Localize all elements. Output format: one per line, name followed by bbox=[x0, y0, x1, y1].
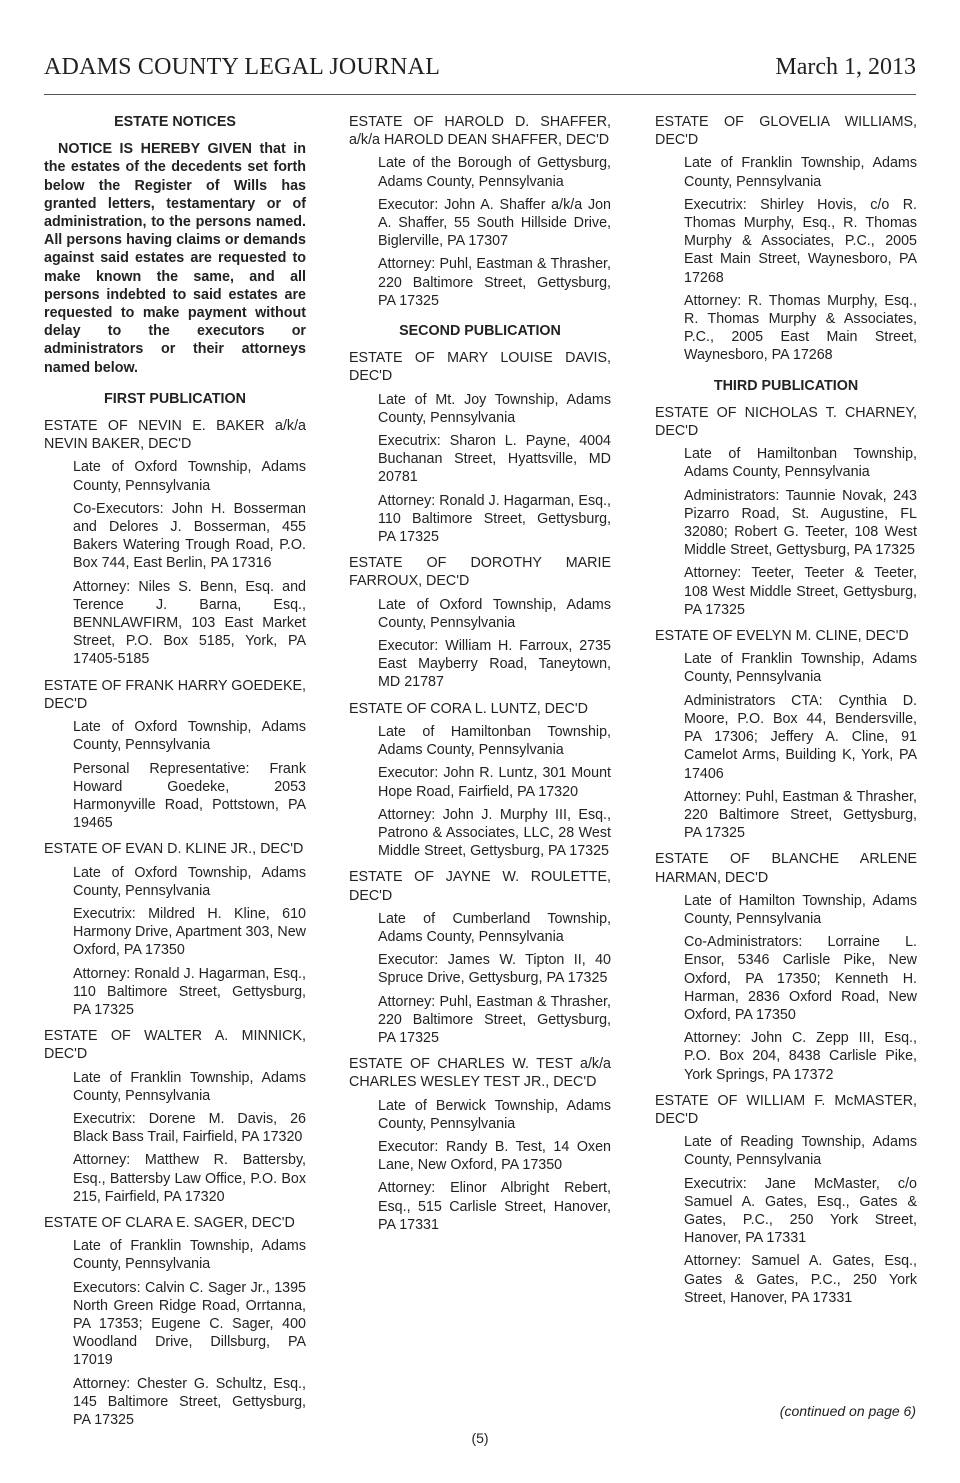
estate-contact: Attorney: John C. Zepp III, Esq., P.O. Box 204, 8438 Carlisle Pike, York Springs, PA 17372 bbox=[684, 1030, 917, 1083]
estate-entry bbox=[349, 868, 611, 1047]
estate-title: ESTATE OF BLANCHE ARLENE HARMAN, DEC'D bbox=[655, 851, 917, 886]
estate-residence: Late of Franklin Township, Adams County, Pennsylvania bbox=[684, 155, 917, 190]
estate-contact: Attorney: Ronald J. Hagarman, Esq., 110 Baltimore Street, Gettysburg, PA 17325 bbox=[73, 965, 306, 1018]
second-publication-heading: SECOND PUBLICATION bbox=[399, 323, 561, 340]
estate-entry bbox=[44, 417, 306, 669]
estate-residence: Late of Reading Township, Adams County, Pennsylvania bbox=[684, 1134, 917, 1169]
estate-list bbox=[349, 349, 611, 1234]
estate-contact: Executor: William H. Farroux, 2735 East Mayberry Road, Taneytown, MD 21787 bbox=[378, 638, 611, 691]
estate-contact: Executors: Calvin C. Sager Jr., 1395 North Green Ridge Road, Orrtanna, PA 17353; Eugene C. Sager, 400 Woodland Drive, Dillsburg, PA 17019 bbox=[73, 1279, 306, 1369]
estate-list bbox=[655, 113, 917, 365]
estate-residence: Late of Franklin Township, Adams County, Pennsylvania bbox=[73, 1069, 306, 1104]
estate-entry bbox=[349, 349, 611, 546]
estate-residence: Late of Cumberland Township, Adams County, Pennsylvania bbox=[378, 910, 611, 945]
estate-title: ESTATE OF CHARLES W. TEST a/k/a CHARLES WESLEY TEST JR., DEC'D bbox=[349, 1056, 611, 1091]
estate-contact: Executor: Randy B. Test, 14 Oxen Lane, New Oxford, PA 17350 bbox=[378, 1138, 611, 1174]
estate-notices-heading: ESTATE NOTICES bbox=[114, 114, 236, 130]
estate-title: ESTATE OF NICHOLAS T. CHARNEY, DEC'D bbox=[655, 404, 917, 440]
estate-list bbox=[349, 113, 611, 310]
estate-residence: Late of Franklin Township, Adams County, Pennsylvania bbox=[684, 651, 917, 686]
page-header bbox=[44, 54, 916, 95]
estate-contact: Attorney: Matthew R. Battersby, Esq., Battersby Law Office, P.O. Box 215, Fairfield, PA 17320 bbox=[73, 1152, 306, 1205]
estate-entry bbox=[655, 1092, 917, 1307]
estate-title: ESTATE OF JAYNE W. ROULETTE, DEC'D bbox=[349, 869, 611, 904]
estate-title: ESTATE OF DOROTHY MARIE FARROUX, DEC'D bbox=[349, 555, 611, 590]
estate-contact: Administrators: Taunnie Novak, 243 Pizarro Road, St. Augustine, FL 32080; Robert G. Teeter, 108 West Middle Street, Gettysburg, PA 17325 bbox=[684, 487, 917, 559]
estate-entry bbox=[655, 850, 917, 1083]
estate-entry bbox=[349, 1055, 611, 1234]
estate-contact: Executor: John R. Luntz, 301 Mount Hope Road, Fairfield, PA 17320 bbox=[378, 765, 611, 800]
estate-contact: Attorney: Niles S. Benn, Esq. and Terence J. Barna, Esq., BENNLAWFIRM, 103 East Market Street, P.O. Box 5185, York, PA 17405-5185 bbox=[73, 578, 306, 668]
issue-date: March 1, 2013 bbox=[775, 54, 916, 80]
estate-residence: Late of Hamiltonban Township, Adams County, Pennsylvania bbox=[684, 446, 917, 481]
estate-contact: Co-Executors: John H. Bosserman and Delores J. Bosserman, 455 Bakers Watering Trough Road, P.O. Box 744, East Berlin, PA 17316 bbox=[73, 500, 306, 572]
estate-title: ESTATE OF FRANK HARRY GOEDEKE, DEC'D bbox=[44, 677, 306, 712]
estate-contact: Executor: James W. Tipton II, 40 Spruce Drive, Gettysburg, PA 17325 bbox=[378, 952, 611, 987]
estate-entry bbox=[44, 840, 306, 1019]
estate-title: ESTATE OF NEVIN E. BAKER a/k/a NEVIN BAKER, DEC'D bbox=[44, 418, 306, 453]
estate-contact: Attorney: Samuel A. Gates, Esq., Gates & Gates, P.C., 250 York Street, Hanover, PA 17331 bbox=[684, 1253, 917, 1306]
page-number: (5) bbox=[471, 1430, 489, 1446]
estate-contact: Executrix: Dorene M. Davis, 26 Black Bass Trail, Fairfield, PA 17320 bbox=[73, 1110, 306, 1146]
estate-contact: Co-Administrators: Lorraine L. Ensor, 5346 Carlisle Pike, New Oxford, PA 17350; Kenneth H. Harman, 2836 Oxford Road, New Oxford, PA 17350 bbox=[684, 934, 917, 1023]
estate-residence: Late of Oxford Township, Adams County, Pennsylvania bbox=[73, 719, 306, 754]
continued-note: (continued on page 6) bbox=[779, 1403, 916, 1419]
estate-contact: Attorney: Chester G. Schultz, Esq., 145 Baltimore Street, Gettysburg, PA 17325 bbox=[73, 1375, 306, 1428]
estate-contact: Executrix: Jane McMaster, c/o Samuel A. Gates, Esq., Gates & Gates, P.C., 250 York Street, Hanover, PA 17331 bbox=[684, 1175, 917, 1247]
third-publication-heading: THIRD PUBLICATION bbox=[713, 377, 859, 394]
column-1 bbox=[44, 113, 306, 1437]
estate-contact: Attorney: Teeter, Teeter & Teeter, 108 West Middle Street, Gettysburg, PA 17325 bbox=[684, 565, 917, 618]
estate-contact: Attorney: Ronald J. Hagarman, Esq., 110 Baltimore Street, Gettysburg, PA 17325 bbox=[378, 492, 611, 546]
estate-residence: Late of Oxford Township, Adams County, Pennsylvania bbox=[73, 459, 306, 494]
estate-entry bbox=[44, 1027, 306, 1206]
estate-entry bbox=[349, 700, 611, 861]
estate-residence: Late of Oxford Township, Adams County, Pennsylvania bbox=[73, 864, 306, 899]
estate-entry bbox=[655, 113, 917, 365]
estate-title: ESTATE OF CLARA E. SAGER, DEC'D bbox=[44, 1214, 295, 1231]
estate-title: ESTATE OF CORA L. LUNTZ, DEC'D bbox=[349, 700, 588, 717]
estate-entry bbox=[655, 404, 917, 619]
estate-list bbox=[44, 417, 306, 1429]
estate-contact: Attorney: Puhl, Eastman & Thrasher, 220 Baltimore Street, Gettysburg, PA 17325 bbox=[684, 788, 917, 842]
estate-contact: Executrix: Shirley Hovis, c/o R. Thomas Murphy, Esq., R. Thomas Murphy & Associates, P.C., 2005 East Main Street, Waynesboro, PA 17268 bbox=[684, 196, 917, 286]
estate-contact: Attorney: R. Thomas Murphy, Esq., R. Thomas Murphy & Associates, P.C., 2005 East Main Street, Waynesboro, PA 17268 bbox=[684, 292, 917, 364]
estate-title: ESTATE OF MARY LOUISE DAVIS, DEC'D bbox=[349, 350, 611, 385]
journal-title: ADAMS COUNTY LEGAL JOURNAL bbox=[44, 54, 441, 80]
estate-title: ESTATE OF WILLIAM F. McMASTER, DEC'D bbox=[655, 1092, 917, 1127]
estate-contact: Executrix: Sharon L. Payne, 4004 Buchanan Street, Hyattsville, MD 20781 bbox=[378, 433, 611, 486]
estate-residence: Late of Hamiltonban Township, Adams County, Pennsylvania bbox=[378, 723, 611, 759]
estate-residence: Late of Oxford Township, Adams County, Pennsylvania bbox=[378, 596, 611, 631]
estate-title: ESTATE OF GLOVELIA WILLIAMS, DEC'D bbox=[655, 114, 917, 149]
estate-contact: Attorney: John J. Murphy III, Esq., Patrono & Associates, LLC, 28 West Middle Street, Gettysburg, PA 17325 bbox=[378, 806, 611, 860]
estate-title: ESTATE OF EVELYN M. CLINE, DEC'D bbox=[655, 628, 909, 645]
column-2 bbox=[349, 113, 611, 1242]
estate-contact: Personal Representative: Frank Howard Goedeke, 2053 Harmonyville Road, Pottstown, PA 19465 bbox=[73, 760, 306, 832]
estate-list bbox=[655, 404, 917, 1307]
estate-residence: Late of Hamilton Township, Adams County, Pennsylvania bbox=[684, 892, 917, 927]
estate-residence: Late of Franklin Township, Adams County, Pennsylvania bbox=[73, 1238, 306, 1273]
estate-title: ESTATE OF WALTER A. MINNICK, DEC'D bbox=[44, 1028, 306, 1063]
estate-residence: Late of Berwick Township, Adams County, Pennsylvania bbox=[378, 1097, 611, 1132]
estate-entry bbox=[44, 677, 306, 833]
notice-paragraph: NOTICE IS HEREBY GIVEN that in the estates of the decedents set forth below the Register of Wills has granted letters, testamentary or of administration, to the persons named. All persons having claims or demands against said estates are requested to make known the same, and all persons indebted to said estates are requested to make payment without delay to the executors or administrators or their attorneys named below. bbox=[44, 141, 306, 376]
estate-contact: Executor: John A. Shaffer a/k/a Jon A. Shaffer, 55 South Hillside Drive, Biglerville, PA 17307 bbox=[378, 196, 611, 250]
estate-entry bbox=[349, 554, 611, 691]
estate-residence: Late of Mt. Joy Township, Adams County, Pennsylvania bbox=[378, 391, 611, 426]
first-publication-heading: FIRST PUBLICATION bbox=[104, 390, 246, 407]
estate-contact: Attorney: Puhl, Eastman & Thrasher, 220 Baltimore Street, Gettysburg, PA 17325 bbox=[378, 256, 611, 309]
estate-contact: Administrators CTA: Cynthia D. Moore, P.O. Box 44, Bendersville, PA 17306; Jeffery A. Cline, 91 Camelot Arms, Building K, York, PA 17406 bbox=[684, 692, 917, 782]
column-3 bbox=[655, 113, 917, 1315]
estate-title: ESTATE OF EVAN D. KLINE JR., DEC'D bbox=[44, 841, 304, 858]
estate-contact: Executrix: Mildred H. Kline, 610 Harmony Drive, Apartment 303, New Oxford, PA 17350 bbox=[73, 905, 306, 959]
estate-residence: Late of the Borough of Gettysburg, Adams County, Pennsylvania bbox=[378, 155, 611, 190]
estate-contact: Attorney: Puhl, Eastman & Thrasher, 220 Baltimore Street, Gettysburg, PA 17325 bbox=[378, 993, 611, 1046]
estate-title: ESTATE OF HAROLD D. SHAFFER, a/k/a HAROLD DEAN SHAFFER, DEC'D bbox=[349, 114, 611, 149]
estate-entry bbox=[44, 1214, 306, 1429]
estate-contact: Attorney: Elinor Albright Rebert, Esq., 515 Carlisle Street, Hanover, PA 17331 bbox=[378, 1180, 611, 1233]
estate-entry bbox=[349, 113, 611, 310]
estate-entry bbox=[655, 627, 917, 842]
